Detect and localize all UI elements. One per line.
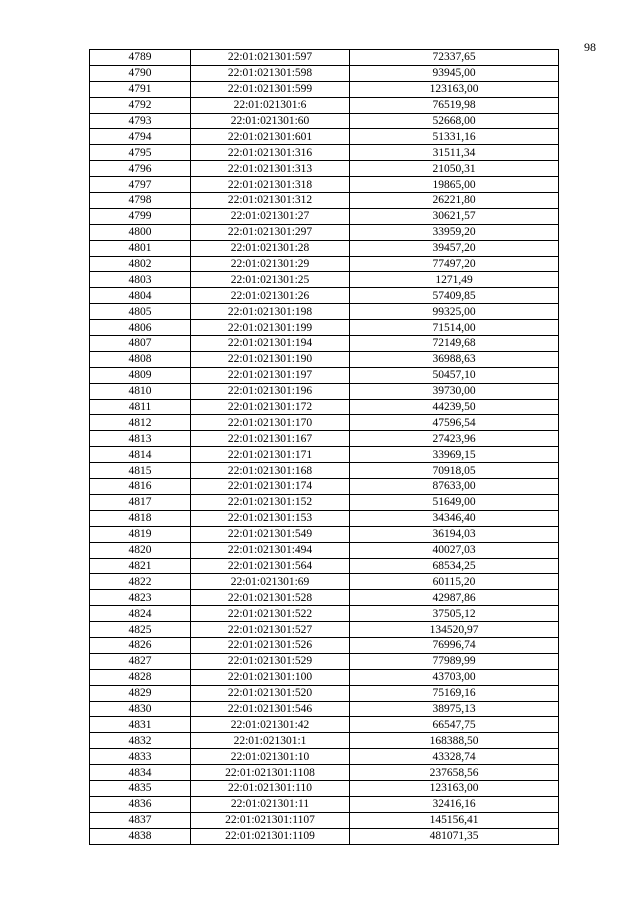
table-row bbox=[90, 780, 559, 796]
table-row bbox=[90, 399, 559, 415]
cadastral-number-cell: 22:01:021301:1108 bbox=[191, 765, 350, 781]
cadastral-value-cell: 36988,63 bbox=[350, 351, 559, 367]
table-row bbox=[90, 637, 559, 653]
table-row bbox=[90, 510, 559, 526]
row-number-cell: 4802 bbox=[90, 256, 191, 272]
cadastral-number-cell: 22:01:021301:199 bbox=[191, 320, 350, 336]
cadastral-value-cell: 1271,49 bbox=[350, 272, 559, 288]
table-row bbox=[90, 320, 559, 336]
cadastral-value-cell: 21050,31 bbox=[350, 161, 559, 177]
table-row bbox=[90, 383, 559, 399]
cadastral-number-cell: 22:01:021301:25 bbox=[191, 272, 350, 288]
row-number-cell: 4813 bbox=[90, 431, 191, 447]
cadastral-number-cell: 22:01:021301:167 bbox=[191, 431, 350, 447]
table-row bbox=[90, 415, 559, 431]
cadastral-value-cell: 42987,86 bbox=[350, 590, 559, 606]
row-number-cell: 4835 bbox=[90, 780, 191, 796]
table-row bbox=[90, 653, 559, 669]
table-row bbox=[90, 193, 559, 209]
row-number-cell: 4831 bbox=[90, 717, 191, 733]
cadastral-value-cell: 32416,16 bbox=[350, 796, 559, 812]
cadastral-value-cell: 123163,00 bbox=[350, 81, 559, 97]
cadastral-value-cell: 34346,40 bbox=[350, 510, 559, 526]
row-number-cell: 4803 bbox=[90, 272, 191, 288]
cadastral-value-cell: 77497,20 bbox=[350, 256, 559, 272]
row-number-cell: 4805 bbox=[90, 304, 191, 320]
table-row bbox=[90, 224, 559, 240]
cadastral-number-cell: 22:01:021301:318 bbox=[191, 177, 350, 193]
cadastral-number-cell: 22:01:021301:601 bbox=[191, 129, 350, 145]
cadastral-value-cell: 52668,00 bbox=[350, 113, 559, 129]
table-row bbox=[90, 494, 559, 510]
cadastral-value-cell: 50457,10 bbox=[350, 367, 559, 383]
row-number-cell: 4815 bbox=[90, 463, 191, 479]
row-number-cell: 4830 bbox=[90, 701, 191, 717]
row-number-cell: 4826 bbox=[90, 637, 191, 653]
table-row bbox=[90, 288, 559, 304]
table-row bbox=[90, 256, 559, 272]
cadastral-number-cell: 22:01:021301:196 bbox=[191, 383, 350, 399]
row-number-cell: 4827 bbox=[90, 653, 191, 669]
cadastral-value-cell: 39730,00 bbox=[350, 383, 559, 399]
cadastral-number-cell: 22:01:021301:599 bbox=[191, 81, 350, 97]
cadastral-value-cell: 47596,54 bbox=[350, 415, 559, 431]
cadastral-value-cell: 68534,25 bbox=[350, 558, 559, 574]
cadastral-value-cell: 31511,34 bbox=[350, 145, 559, 161]
cadastral-value-cell: 237658,56 bbox=[350, 765, 559, 781]
cadastral-number-cell: 22:01:021301:312 bbox=[191, 193, 350, 209]
cadastral-value-cell: 33969,15 bbox=[350, 447, 559, 463]
cadastral-number-cell: 22:01:021301:174 bbox=[191, 479, 350, 495]
table-row bbox=[90, 145, 559, 161]
cadastral-number-cell: 22:01:021301:171 bbox=[191, 447, 350, 463]
cadastral-value-cell: 134520,97 bbox=[350, 622, 559, 638]
row-number-cell: 4810 bbox=[90, 383, 191, 399]
cadastral-value-cell: 40027,03 bbox=[350, 542, 559, 558]
cadastral-number-cell: 22:01:021301:198 bbox=[191, 304, 350, 320]
row-number-cell: 4812 bbox=[90, 415, 191, 431]
row-number-cell: 4814 bbox=[90, 447, 191, 463]
cadastral-number-cell: 22:01:021301:170 bbox=[191, 415, 350, 431]
page-number: 98 bbox=[584, 40, 596, 54]
cadastral-number-cell: 22:01:021301:598 bbox=[191, 65, 350, 81]
table-row bbox=[90, 129, 559, 145]
cadastral-number-cell: 22:01:021301:42 bbox=[191, 717, 350, 733]
table-row bbox=[90, 590, 559, 606]
row-number-cell: 4801 bbox=[90, 240, 191, 256]
cadastral-value-table bbox=[89, 49, 559, 845]
table-row bbox=[90, 606, 559, 622]
cadastral-number-cell: 22:01:021301:172 bbox=[191, 399, 350, 415]
row-number-cell: 4818 bbox=[90, 510, 191, 526]
cadastral-number-cell: 22:01:021301:526 bbox=[191, 637, 350, 653]
table-row bbox=[90, 526, 559, 542]
row-number-cell: 4804 bbox=[90, 288, 191, 304]
table-row bbox=[90, 479, 559, 495]
cadastral-value-cell: 39457,20 bbox=[350, 240, 559, 256]
cadastral-value-cell: 168388,50 bbox=[350, 733, 559, 749]
cadastral-number-cell: 22:01:021301:1 bbox=[191, 733, 350, 749]
cadastral-value-cell: 44239,50 bbox=[350, 399, 559, 415]
cadastral-value-cell: 26221,80 bbox=[350, 193, 559, 209]
row-number-cell: 4798 bbox=[90, 193, 191, 209]
cadastral-value-cell: 87633,00 bbox=[350, 479, 559, 495]
cadastral-value-cell: 76996,74 bbox=[350, 637, 559, 653]
cadastral-number-cell: 22:01:021301:522 bbox=[191, 606, 350, 622]
cadastral-value-cell: 76519,98 bbox=[350, 97, 559, 113]
cadastral-value-cell: 36194,03 bbox=[350, 526, 559, 542]
cadastral-value-cell: 57409,85 bbox=[350, 288, 559, 304]
table-row bbox=[90, 81, 559, 97]
row-number-cell: 4824 bbox=[90, 606, 191, 622]
cadastral-number-cell: 22:01:021301:152 bbox=[191, 494, 350, 510]
cadastral-number-cell: 22:01:021301:153 bbox=[191, 510, 350, 526]
table-row bbox=[90, 701, 559, 717]
row-number-cell: 4799 bbox=[90, 208, 191, 224]
row-number-cell: 4797 bbox=[90, 177, 191, 193]
table-row bbox=[90, 765, 559, 781]
cadastral-value-cell: 145156,41 bbox=[350, 812, 559, 828]
row-number-cell: 4816 bbox=[90, 479, 191, 495]
row-number-cell: 4837 bbox=[90, 812, 191, 828]
row-number-cell: 4800 bbox=[90, 224, 191, 240]
table-row bbox=[90, 336, 559, 352]
table-row bbox=[90, 97, 559, 113]
cadastral-value-cell: 72149,68 bbox=[350, 336, 559, 352]
cadastral-number-cell: 22:01:021301:520 bbox=[191, 685, 350, 701]
cadastral-number-cell: 22:01:021301:549 bbox=[191, 526, 350, 542]
table-row bbox=[90, 828, 559, 844]
table-row bbox=[90, 431, 559, 447]
table-row bbox=[90, 463, 559, 479]
table-row bbox=[90, 50, 559, 66]
row-number-cell: 4790 bbox=[90, 65, 191, 81]
cadastral-number-cell: 22:01:021301:28 bbox=[191, 240, 350, 256]
table-row bbox=[90, 717, 559, 733]
cadastral-value-cell: 27423,96 bbox=[350, 431, 559, 447]
cadastral-value-cell: 37505,12 bbox=[350, 606, 559, 622]
row-number-cell: 4828 bbox=[90, 669, 191, 685]
cadastral-value-cell: 43703,00 bbox=[350, 669, 559, 685]
cadastral-value-cell: 38975,13 bbox=[350, 701, 559, 717]
row-number-cell: 4791 bbox=[90, 81, 191, 97]
table-row bbox=[90, 685, 559, 701]
cadastral-number-cell: 22:01:021301:190 bbox=[191, 351, 350, 367]
row-number-cell: 4796 bbox=[90, 161, 191, 177]
table-row bbox=[90, 177, 559, 193]
cadastral-value-cell: 75169,16 bbox=[350, 685, 559, 701]
cadastral-number-cell: 22:01:021301:197 bbox=[191, 367, 350, 383]
cadastral-number-cell: 22:01:021301:564 bbox=[191, 558, 350, 574]
row-number-cell: 4793 bbox=[90, 113, 191, 129]
table-row bbox=[90, 542, 559, 558]
table-row bbox=[90, 622, 559, 638]
cadastral-number-cell: 22:01:021301:110 bbox=[191, 780, 350, 796]
row-number-cell: 4832 bbox=[90, 733, 191, 749]
row-number-cell: 4823 bbox=[90, 590, 191, 606]
cadastral-value-cell: 19865,00 bbox=[350, 177, 559, 193]
row-number-cell: 4811 bbox=[90, 399, 191, 415]
cadastral-number-cell: 22:01:021301:168 bbox=[191, 463, 350, 479]
cadastral-value-cell: 70918,05 bbox=[350, 463, 559, 479]
row-number-cell: 4821 bbox=[90, 558, 191, 574]
cadastral-value-cell: 66547,75 bbox=[350, 717, 559, 733]
cadastral-number-cell: 22:01:021301:529 bbox=[191, 653, 350, 669]
cadastral-value-cell: 30621,57 bbox=[350, 208, 559, 224]
table-row bbox=[90, 574, 559, 590]
row-number-cell: 4829 bbox=[90, 685, 191, 701]
table-body bbox=[90, 50, 559, 845]
cadastral-number-cell: 22:01:021301:1107 bbox=[191, 812, 350, 828]
row-number-cell: 4794 bbox=[90, 129, 191, 145]
cadastral-value-cell: 99325,00 bbox=[350, 304, 559, 320]
row-number-cell: 4825 bbox=[90, 622, 191, 638]
row-number-cell: 4817 bbox=[90, 494, 191, 510]
row-number-cell: 4834 bbox=[90, 765, 191, 781]
row-number-cell: 4792 bbox=[90, 97, 191, 113]
row-number-cell: 4822 bbox=[90, 574, 191, 590]
cadastral-number-cell: 22:01:021301:10 bbox=[191, 749, 350, 765]
cadastral-number-cell: 22:01:021301:527 bbox=[191, 622, 350, 638]
table-row bbox=[90, 351, 559, 367]
cadastral-number-cell: 22:01:021301:494 bbox=[191, 542, 350, 558]
cadastral-value-cell: 93945,00 bbox=[350, 65, 559, 81]
table-row bbox=[90, 558, 559, 574]
table-row bbox=[90, 161, 559, 177]
cadastral-number-cell: 22:01:021301:528 bbox=[191, 590, 350, 606]
cadastral-value-cell: 51649,00 bbox=[350, 494, 559, 510]
table-row bbox=[90, 304, 559, 320]
cadastral-value-cell: 60115,20 bbox=[350, 574, 559, 590]
cadastral-number-cell: 22:01:021301:297 bbox=[191, 224, 350, 240]
row-number-cell: 4836 bbox=[90, 796, 191, 812]
cadastral-number-cell: 22:01:021301:194 bbox=[191, 336, 350, 352]
row-number-cell: 4789 bbox=[90, 50, 191, 66]
row-number-cell: 4808 bbox=[90, 351, 191, 367]
cadastral-value-cell: 71514,00 bbox=[350, 320, 559, 336]
cadastral-number-cell: 22:01:021301:6 bbox=[191, 97, 350, 113]
row-number-cell: 4833 bbox=[90, 749, 191, 765]
cadastral-value-cell: 123163,00 bbox=[350, 780, 559, 796]
row-number-cell: 4807 bbox=[90, 336, 191, 352]
table-row bbox=[90, 669, 559, 685]
row-number-cell: 4819 bbox=[90, 526, 191, 542]
cadastral-value-cell: 77989,99 bbox=[350, 653, 559, 669]
cadastral-value-cell: 43328,74 bbox=[350, 749, 559, 765]
cadastral-number-cell: 22:01:021301:1109 bbox=[191, 828, 350, 844]
row-number-cell: 4806 bbox=[90, 320, 191, 336]
cadastral-number-cell: 22:01:021301:29 bbox=[191, 256, 350, 272]
row-number-cell: 4795 bbox=[90, 145, 191, 161]
cadastral-number-cell: 22:01:021301:69 bbox=[191, 574, 350, 590]
cadastral-value-cell: 51331,16 bbox=[350, 129, 559, 145]
cadastral-number-cell: 22:01:021301:27 bbox=[191, 208, 350, 224]
row-number-cell: 4838 bbox=[90, 828, 191, 844]
table-row bbox=[90, 749, 559, 765]
cadastral-number-cell: 22:01:021301:26 bbox=[191, 288, 350, 304]
cadastral-value-cell: 72337,65 bbox=[350, 50, 559, 66]
table-row bbox=[90, 240, 559, 256]
row-number-cell: 4820 bbox=[90, 542, 191, 558]
cadastral-number-cell: 22:01:021301:60 bbox=[191, 113, 350, 129]
cadastral-number-cell: 22:01:021301:316 bbox=[191, 145, 350, 161]
cadastral-value-cell: 481071,35 bbox=[350, 828, 559, 844]
cadastral-number-cell: 22:01:021301:597 bbox=[191, 50, 350, 66]
cadastral-number-cell: 22:01:021301:546 bbox=[191, 701, 350, 717]
row-number-cell: 4809 bbox=[90, 367, 191, 383]
table-row bbox=[90, 447, 559, 463]
table-row bbox=[90, 65, 559, 81]
table-row bbox=[90, 208, 559, 224]
cadastral-number-cell: 22:01:021301:313 bbox=[191, 161, 350, 177]
table-row bbox=[90, 113, 559, 129]
table-row bbox=[90, 812, 559, 828]
table-row bbox=[90, 733, 559, 749]
table-row bbox=[90, 367, 559, 383]
table-row bbox=[90, 796, 559, 812]
cadastral-value-cell: 33959,20 bbox=[350, 224, 559, 240]
cadastral-number-cell: 22:01:021301:100 bbox=[191, 669, 350, 685]
cadastral-number-cell: 22:01:021301:11 bbox=[191, 796, 350, 812]
table-row bbox=[90, 272, 559, 288]
